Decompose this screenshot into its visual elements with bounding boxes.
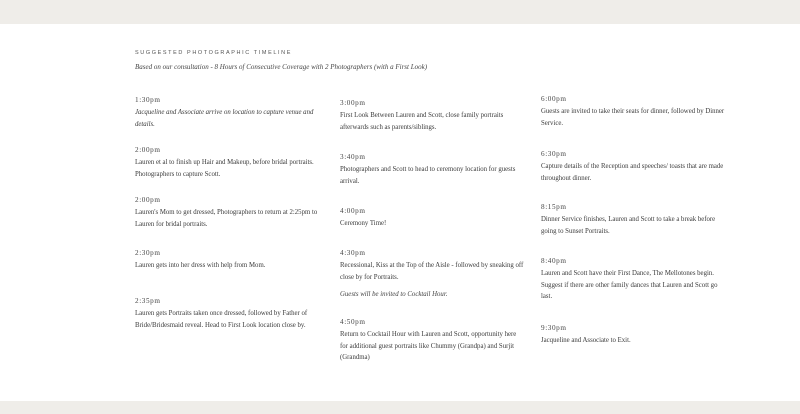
entry-time: 1:30pm [135, 96, 161, 104]
entry-description: Ceremony Time! [340, 220, 387, 227]
entry-note: Guests will be invited to Cocktail Hour. [340, 291, 448, 298]
timeline-entry [135, 195, 320, 230]
timeline-entry [135, 145, 320, 180]
entry-description: Lauren et al to finish up Hair and Makeup, before bridal portraits. Photographers to capture Scott. [135, 159, 314, 178]
entry-description: Return to Cocktail Hour with Lauren and Scott, opportunity here for additional guest portraits like Chummy (Grandpa) and Surjit (Grandma) [340, 331, 517, 361]
timeline-entry [340, 98, 525, 133]
timeline-entry [541, 256, 726, 303]
entry-description: Lauren gets Portraits taken once dressed, followed by Father of Bride/Bridesmaid reveal. Head to First Look location close by. [135, 310, 308, 329]
entry-time: 4:30pm [340, 249, 366, 257]
entry-time: 8:40pm [541, 257, 567, 265]
timeline-entry [340, 206, 525, 230]
entry-time: 6:00pm [541, 95, 567, 103]
entry-time: 2:30pm [135, 249, 161, 257]
entry-description: First Look Between Lauren and Scott, close family portraits afterwards such as parents/siblings. [340, 112, 504, 131]
coverage-subtitle: Based on our consultation - 8 Hours of Consecutive Coverage with 2 Photographers (with a First Look) [135, 63, 428, 71]
entry-time: 4:50pm [340, 318, 366, 326]
entry-description: Capture details of the Reception and speeches/ toasts that are made throughout dinner. [541, 163, 724, 182]
entry-time: 2:00pm [135, 146, 161, 154]
timeline-entry [135, 95, 320, 130]
entry-description: Jacqueline and Associate to Exit. [541, 337, 631, 344]
timeline-entry [340, 152, 525, 187]
entry-time: 9:30pm [541, 324, 567, 332]
entry-time: 4:00pm [340, 207, 366, 215]
timeline-entry [135, 296, 320, 331]
timeline-entry [541, 149, 726, 184]
timeline-entry [340, 317, 525, 364]
entry-description: Lauren and Scott have their First Dance, The Mellotones begin. Suggest if there are other family dances that Lauren and Scott go last. [541, 270, 718, 300]
entry-description: Dinner Service finishes, Lauren and Scott to take a break before going to Sunset Portraits. [541, 216, 716, 235]
timeline-entry [541, 323, 726, 347]
entry-description: Jacqueline and Associate arrive on location to capture venue and details. [135, 109, 314, 128]
entry-time: 8:15pm [541, 203, 567, 211]
entry-time: 2:00pm [135, 196, 161, 204]
entry-time: 6:30pm [541, 150, 567, 158]
entry-description: Photographers and Scott to head to ceremony location for guests arrival. [340, 166, 516, 185]
entry-description: Recessional, Kiss at the Top of the Aisle - followed by sneaking off close by for Portraits. [340, 262, 524, 281]
timeline-entry [541, 94, 726, 129]
entry-description: Lauren's Mom to get dressed, Photographers to return at 2:25pm to Lauren for bridal portraits. [135, 209, 318, 228]
section-heading: SUGGESTED PHOTOGRAPHIC TIMELINE [135, 50, 292, 56]
timeline-entry [541, 202, 726, 237]
entry-time: 3:40pm [340, 153, 366, 161]
entry-description: Guests are invited to take their seats for dinner, followed by Dinner Service. [541, 108, 725, 127]
entry-time: 3:00pm [340, 99, 366, 107]
timeline-card [0, 24, 800, 401]
timeline-entry [340, 248, 525, 300]
timeline-entry [135, 248, 320, 272]
entry-description: Lauren gets into her dress with help from Mom. [135, 262, 266, 269]
entry-time: 2:35pm [135, 297, 161, 305]
